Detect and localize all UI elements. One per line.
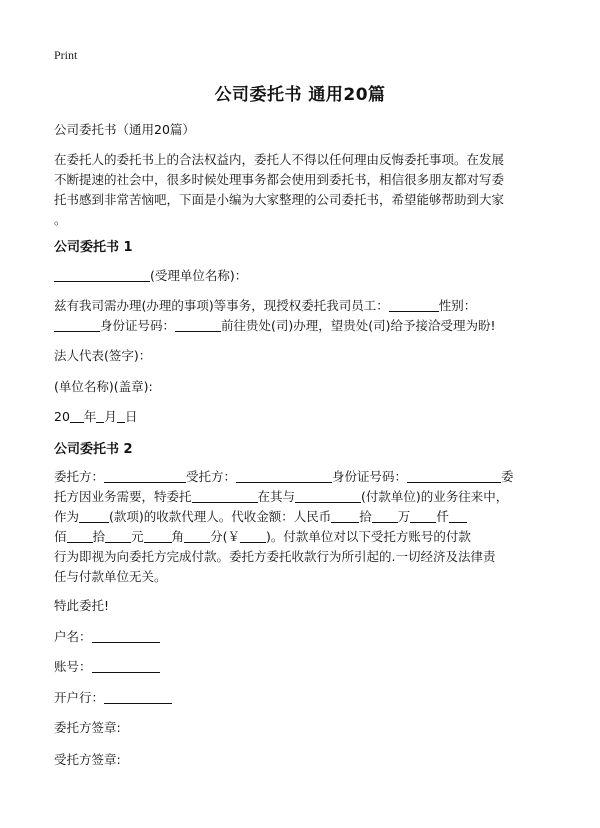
s2-line-2: 托方因业务需要，特委托 在其与 (付款单位)的业务往来中，	[54, 489, 509, 504]
blank-field	[79, 509, 109, 523]
intro-line-2: 不断提速的社会中，很多时候处理事务都会使用到委托书，相信很多朋友都对写委	[54, 172, 505, 187]
blank-field	[331, 509, 359, 523]
intro-line-1: 在委托人的委托书上的合法权益内，委托人不得以任何理由反悔委托事项。在发展	[54, 152, 505, 167]
blank-field	[240, 529, 266, 543]
agent-seal-line: 受托方签章:	[54, 752, 121, 767]
s2-line-6: 任与付款单位无关。	[54, 569, 167, 584]
blank-field	[372, 509, 398, 523]
blank-field	[105, 529, 131, 543]
blank-field	[184, 529, 210, 543]
blank-field	[92, 659, 160, 673]
blank-field	[54, 268, 150, 282]
intro-line-4: 。	[54, 212, 67, 227]
intro-line-3: 托书感到非常苦恼吧，下面是小编为大家整理的公司委托书，希望能够帮助到大家	[54, 192, 505, 207]
principal-seal-line: 委托方签章:	[54, 720, 121, 735]
blank-field	[117, 409, 125, 423]
blank-field	[389, 298, 439, 312]
blank-field	[104, 690, 172, 704]
blank-field	[54, 318, 100, 332]
blank-field	[449, 509, 467, 523]
s2-line-5: 行为即视为向委托方完成付款。委托方委托收款行为所引起的.一切经济及法律责	[54, 549, 496, 564]
blank-field	[144, 529, 172, 543]
bank-line: 开户行：	[54, 688, 172, 708]
section-1-heading: 公司委托书 1	[54, 240, 133, 255]
s2-line-1: 委托方： 受托方： 身份证号码： 委	[54, 469, 514, 484]
blank-field	[104, 469, 186, 483]
account-number-line: 账号：	[54, 657, 160, 677]
s1-line-2: 身份证号码： 前往贵处(司)办理，望贵处(司)给予接洽受理为盼!	[54, 316, 496, 336]
s2-line-4: 佰 拾 元 角 分(￥ )。付款单位对以下受托方账号的付款	[54, 529, 471, 544]
blank-field	[407, 469, 501, 483]
blank-field	[92, 629, 160, 643]
blank-field	[236, 469, 332, 483]
legal-rep-line: 法人代表(签字)：	[54, 348, 152, 363]
section-2-heading: 公司委托书 2	[54, 442, 133, 457]
date-line: 20 年 月 日	[54, 409, 138, 424]
print-link[interactable]: Print	[54, 48, 78, 62]
s1-line-1: 兹有我司需办理(办理的事项)等事务，现授权委托我司员工： 性别：	[54, 298, 477, 313]
blank-field	[175, 318, 221, 332]
blank-field	[192, 489, 258, 503]
blank-field	[410, 509, 436, 523]
page-title: 公司委托书 通用20篇	[214, 85, 386, 105]
blank-field	[295, 489, 361, 503]
recipient-line: (受理单位名称)：	[54, 266, 247, 286]
account-name-line: 户名：	[54, 627, 160, 647]
blank-field	[70, 409, 84, 423]
special-authorization: 特此委托!	[54, 598, 110, 613]
blank-field	[67, 529, 93, 543]
s2-line-3: 作为 (款项)的收款代理人。代收金额：人民币 拾 万 仟	[54, 507, 467, 527]
unit-seal-line: (单位名称)(盖章):	[54, 379, 153, 394]
document-subtitle: 公司委托书（通用20篇）	[54, 122, 195, 137]
